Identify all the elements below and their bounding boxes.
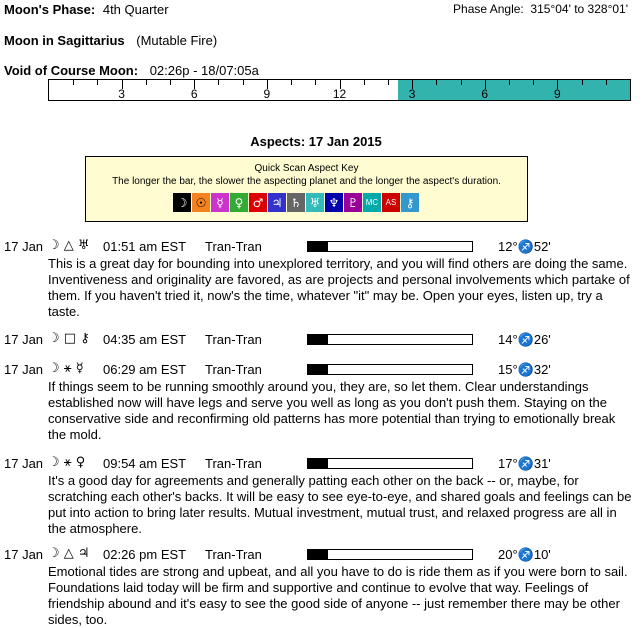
entry-degree: 15°♐32'	[498, 362, 551, 377]
timeline-tick	[243, 80, 244, 85]
duration-bar-fill	[308, 335, 328, 344]
timeline-tick	[364, 80, 365, 85]
moon-phase-value: 4th Quarter	[102, 2, 169, 17]
void-value: 02:26p - 18/07:05a	[149, 63, 259, 78]
timeline-label: 6	[481, 87, 489, 101]
duration-bar-fill	[308, 459, 328, 468]
timeline-tick	[315, 80, 316, 85]
entry-degree: 12°♐52'	[498, 239, 551, 254]
duration-bar-fill	[308, 365, 328, 374]
timeline-tick	[461, 80, 462, 85]
duration-bar	[307, 241, 473, 252]
timeline-tick	[509, 80, 510, 85]
void-label: Void of Course Moon:	[4, 63, 139, 78]
aspect-key-subtitle: The longer the bar, the slower the aspecting planet and the longer the aspect's duration.	[112, 176, 501, 187]
timeline-tick	[291, 80, 292, 85]
entry-date: 17 Jan	[4, 239, 44, 254]
timeline-tick	[533, 80, 534, 85]
phase-angle: Phase Angle: 315°04' to 328°01'	[453, 2, 628, 16]
entry-kind: Tran-Tran	[205, 362, 262, 377]
aspects-title: Aspects: 17 Jan 2015	[250, 134, 382, 149]
planet-glyph-icon: AS	[382, 193, 400, 212]
timeline-label: 6	[190, 87, 198, 101]
planet-glyph-icon: ♄	[287, 193, 305, 212]
moon-sign-detail: (Mutable Fire)	[136, 33, 218, 48]
entry-kind: Tran-Tran	[205, 332, 262, 347]
duration-bar	[307, 549, 473, 560]
entry-description: Emotional tides are strong and upbeat, and all you have to do is ride them as if you were born to sail. Foundations laid today will be firm and supportive and continue to evolve that way. Feelings of friendship abound and it's easy to see the good side of anyone -- just remember there may be other sides, too.	[48, 564, 628, 627]
aspect-key-box	[85, 156, 528, 222]
moon-phase-row	[4, 2, 169, 17]
entry-date: 17 Jan	[4, 332, 44, 347]
aspect-symbols: ☽ △ ♃	[48, 546, 90, 561]
entry-description: This is a great day for bounding into unexplored territory, and you will find others are doing the same. Inventiveness and originality are favored, as are projects and personal involvements which partake of them. If you haven't tried it, now's the time, whatever "it" may be. Open your eyes, listen up, try a taste.	[48, 256, 630, 319]
duration-bar	[307, 458, 473, 469]
aspect-entry	[4, 332, 634, 349]
timeline-label: 9	[554, 87, 561, 101]
aspect-key-title: Quick Scan Aspect Key	[254, 163, 359, 174]
timeline-tick	[436, 80, 437, 85]
entry-time: 04:35 am EST	[103, 332, 187, 347]
duration-bar	[307, 334, 473, 345]
aspect-entry	[4, 362, 634, 443]
planet-glyph-icon: ⚷	[401, 193, 419, 212]
timeline-tick	[170, 80, 171, 85]
moon-phase-label: Moon's Phase:	[4, 2, 96, 17]
planet-glyph-icon: ♇	[344, 193, 362, 212]
entry-date: 17 Jan	[4, 362, 44, 377]
timeline-tick	[582, 80, 583, 85]
entry-time: 01:51 am EST	[103, 239, 187, 254]
entry-time: 09:54 am EST	[103, 456, 187, 471]
planet-glyph-row	[173, 193, 420, 212]
planet-glyph-icon: ♂	[249, 193, 267, 212]
planet-glyph-icon: ☽	[173, 193, 191, 212]
timeline-tick	[388, 80, 389, 85]
void-of-course-timeline	[48, 79, 631, 101]
planet-glyph-icon: ☿	[211, 193, 229, 212]
aspect-symbols: ☽ △ ♅	[48, 238, 90, 253]
entry-kind: Tran-Tran	[205, 456, 262, 471]
entry-time: 02:26 pm EST	[103, 547, 187, 562]
aspect-symbols: ☽ □ ⚷	[48, 331, 90, 346]
planet-glyph-icon: ♃	[268, 193, 286, 212]
entry-kind: Tran-Tran	[205, 239, 262, 254]
planet-glyph-icon: ♅	[306, 193, 324, 212]
entry-degree: 14°♐26'	[498, 332, 551, 347]
aspect-entry	[4, 547, 634, 628]
duration-bar-fill	[308, 550, 328, 559]
planet-glyph-icon: ♀	[230, 193, 248, 212]
aspect-symbols: ☽ ⚹ ♀	[48, 455, 86, 470]
entry-degree: 17°♐31'	[498, 456, 551, 471]
entry-date: 17 Jan	[4, 456, 44, 471]
timeline-tick	[218, 80, 219, 85]
duration-bar-fill	[308, 242, 328, 251]
aspect-entry	[4, 239, 634, 320]
aspect-symbols: ☽ ⚹ ☿	[48, 361, 84, 376]
timeline-tick	[146, 80, 147, 85]
entry-degree: 20°♐10'	[498, 547, 551, 562]
entry-kind: Tran-Tran	[205, 547, 262, 562]
duration-bar	[307, 364, 473, 375]
entry-description: It's a good day for agreements and generally patting each other on the back -- or, maybe, for scratching each other's backs. It will be easy to see eye-to-eye, and shared goals and feelings can be put into action to bring later results. Mutual investment, mutual trust, and relaxed progress are all in the atmosphere.	[48, 473, 632, 536]
entry-time: 06:29 am EST	[103, 362, 187, 377]
timeline-label: 3	[408, 87, 416, 101]
timeline-tick	[606, 80, 607, 85]
entry-date: 17 Jan	[4, 547, 44, 562]
planet-glyph-icon: ☉	[192, 193, 210, 212]
void-of-course-row	[4, 63, 259, 78]
timeline-label: 9	[263, 87, 271, 101]
timeline-label: 12	[332, 87, 347, 101]
planet-glyph-icon: MC	[363, 193, 381, 212]
aspect-entry	[4, 456, 634, 537]
moon-sign-label: Moon in Sagittarius	[4, 33, 125, 48]
timeline-tick	[73, 80, 74, 85]
timeline-tick	[97, 80, 98, 85]
timeline-label: 3	[118, 87, 125, 101]
planet-glyph-icon: ♆	[325, 193, 343, 212]
moon-sign-row	[4, 33, 217, 48]
entry-description: If things seem to be running smoothly around you, they are, so let them. Clear understandings established now will have legs and serve you well as long as you don't push them. Staying on the conservative side and reconfirming old patterns has more potential than trying to emotionally break the mold.	[48, 379, 616, 442]
void-period-segment	[398, 80, 630, 100]
